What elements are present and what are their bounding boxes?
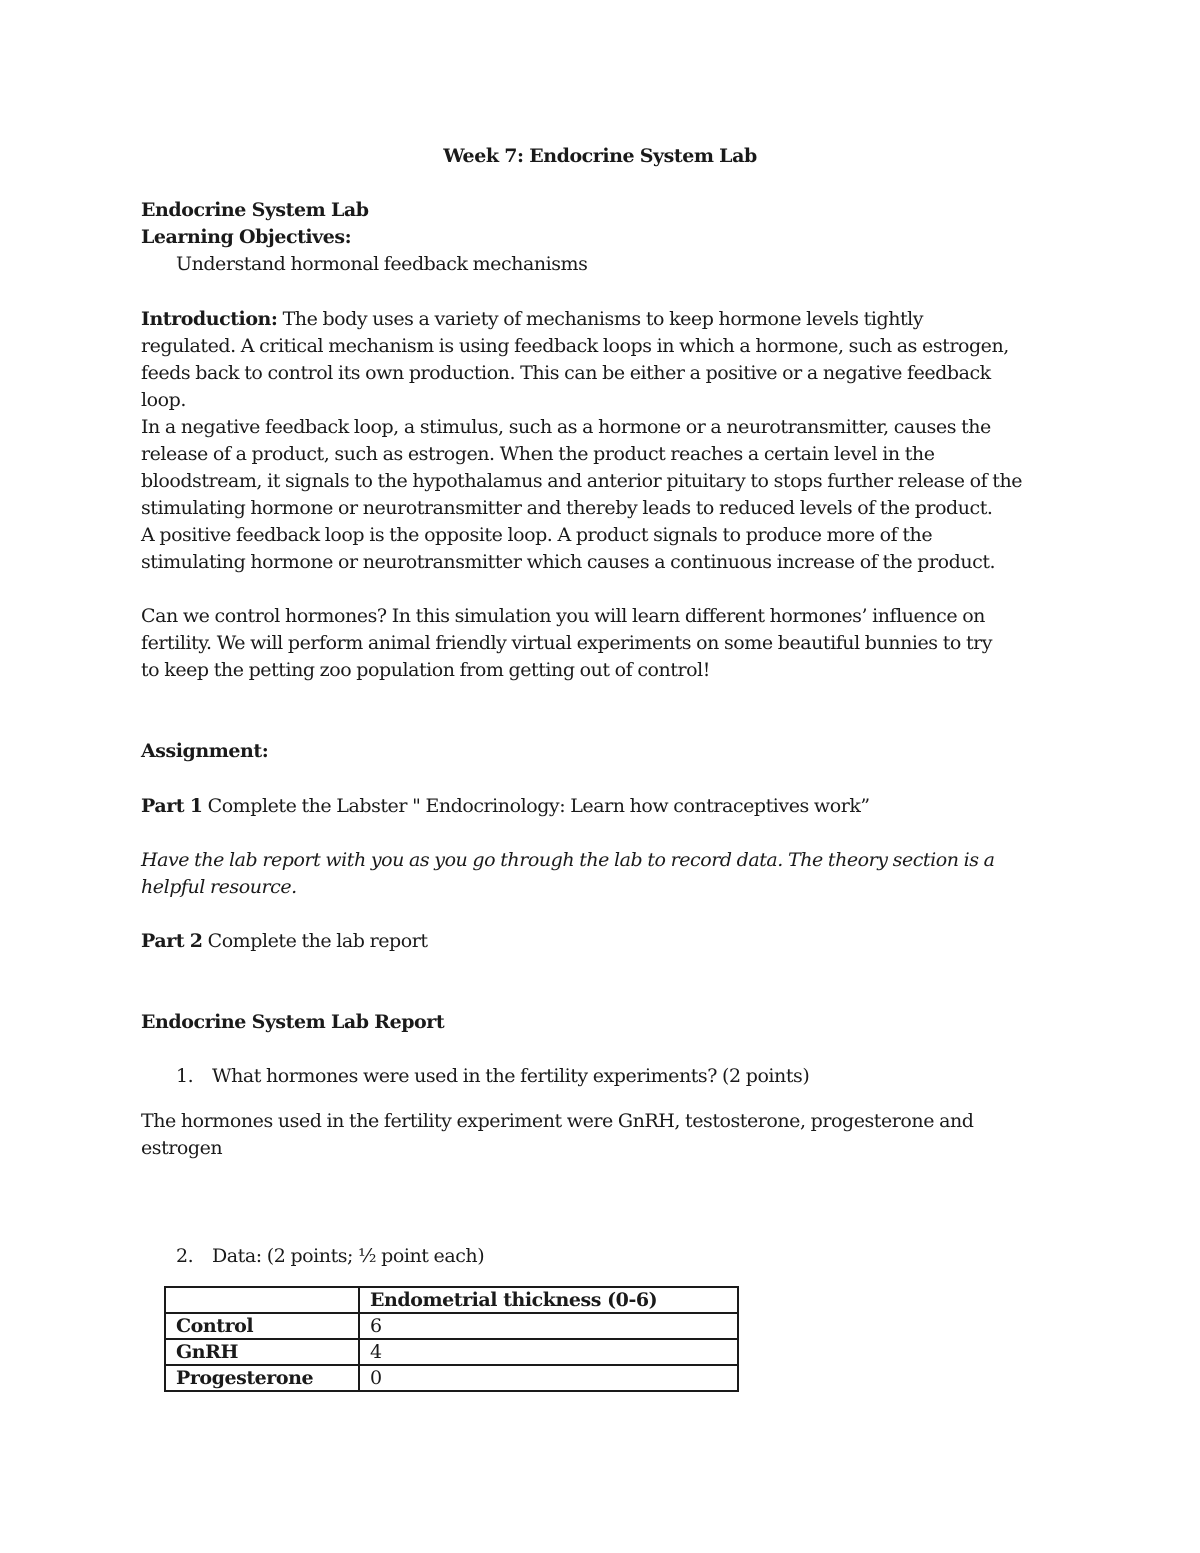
table-cell: 6 bbox=[359, 1313, 738, 1339]
note-line-1: Have the lab report with you as you go through the lab to record data. The theory section is a bbox=[141, 849, 995, 871]
intro-line-3: feeds back to control its own production. This can be either a positive or a negative feedback bbox=[141, 362, 991, 384]
table-cell: 4 bbox=[359, 1339, 738, 1365]
assignment-heading: Assignment: bbox=[141, 740, 269, 762]
table-header-row bbox=[165, 1287, 738, 1313]
table-row bbox=[165, 1365, 738, 1391]
part-2-label: Part 2 bbox=[141, 930, 203, 952]
section-heading: Endocrine System Lab bbox=[141, 199, 369, 221]
table-header-cell bbox=[165, 1287, 359, 1313]
part-1-label: Part 1 bbox=[141, 795, 203, 817]
simulation-line-3: to keep the petting zoo population from getting out of control! bbox=[141, 659, 710, 681]
part-1 bbox=[141, 793, 870, 820]
negative-feedback-line-2: release of a product, such as estrogen. When the product reaches a certain level in the bbox=[141, 443, 935, 465]
question-1-text: What hormones were used in the fertility experiments? (2 points) bbox=[212, 1065, 810, 1087]
simulation-line-2: fertility. We will perform animal friendly virtual experiments on some beautiful bunnies to try bbox=[141, 632, 993, 654]
intro-label: Introduction: bbox=[141, 308, 278, 330]
table-header-cell: Endometrial thickness (0-6) bbox=[359, 1287, 738, 1313]
part-2-text: Complete the lab report bbox=[202, 930, 428, 952]
simulation-line-1: Can we control hormones? In this simulation you will learn different hormones’ influence on bbox=[141, 605, 985, 627]
positive-feedback-line-2: stimulating hormone or neurotransmitter which causes a continuous increase of the product. bbox=[141, 551, 996, 573]
part-1-text: Complete the Labster " Endocrinology: Learn how contraceptives work” bbox=[202, 795, 870, 817]
question-2-text: Data: (2 points; ½ point each) bbox=[212, 1245, 485, 1267]
negative-feedback-line-3: bloodstream, it signals to the hypothalamus and anterior pituitary to stops further release of the bbox=[141, 470, 1023, 492]
intro-line-2: regulated. A critical mechanism is using feedback loops in which a hormone, such as estrogen, bbox=[141, 335, 1009, 357]
table-row-label: Control bbox=[165, 1313, 359, 1339]
answer-1-line-1: The hormones used in the fertility experiment were GnRH, testosterone, progesterone and bbox=[141, 1110, 974, 1132]
objectives-label: Learning Objectives: bbox=[141, 226, 352, 248]
table-row bbox=[165, 1339, 738, 1365]
question-2-number: 2. bbox=[176, 1245, 194, 1267]
document-title: Week 7: Endocrine System Lab bbox=[443, 145, 757, 167]
negative-feedback-line-4: stimulating hormone or neurotransmitter and thereby leads to reduced levels of the product. bbox=[141, 497, 993, 519]
note-line-2: helpful resource. bbox=[141, 876, 297, 898]
table-cell: 0 bbox=[359, 1365, 738, 1391]
intro-line-1 bbox=[141, 306, 923, 333]
report-heading: Endocrine System Lab Report bbox=[141, 1011, 445, 1033]
part-2 bbox=[141, 928, 428, 955]
table-row-label: Progesterone bbox=[165, 1365, 359, 1391]
objective-item: Understand hormonal feedback mechanisms bbox=[176, 253, 588, 275]
answer-1-line-2: estrogen bbox=[141, 1137, 223, 1159]
intro-text: The body uses a variety of mechanisms to keep hormone levels tightly bbox=[277, 308, 924, 330]
table-row-label: GnRH bbox=[165, 1339, 359, 1365]
positive-feedback-line-1: A positive feedback loop is the opposite loop. A product signals to produce more of the bbox=[141, 524, 933, 546]
data-table bbox=[164, 1286, 739, 1392]
question-1-number: 1. bbox=[176, 1065, 194, 1087]
intro-line-4: loop. bbox=[141, 389, 186, 411]
table-row bbox=[165, 1313, 738, 1339]
negative-feedback-line-1: In a negative feedback loop, a stimulus, such as a hormone or a neurotransmitter, causes the bbox=[141, 416, 991, 438]
